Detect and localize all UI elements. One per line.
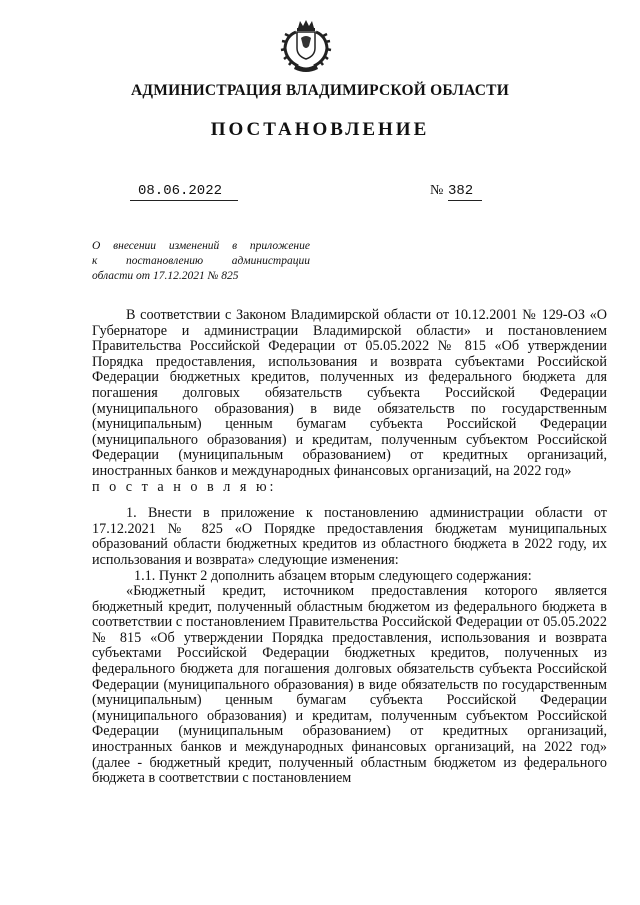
item-1-paragraph: 1. Внести в приложение к постановлению администрации области от 17.12.2021 № 825 «О Порядке предоставления бюджетам муниципальных образований области бюджетных кредитов из областного бюджета в 2022 году, их использования и возврата» следующие изменения: — [92, 505, 607, 568]
document-number: 382 — [448, 183, 482, 201]
document-number-label: № — [430, 183, 444, 198]
subject-line-1: О внесении изменений в приложение — [92, 240, 310, 252]
coat-of-arms-icon — [276, 18, 336, 74]
quoted-paragraph: «Бюджетный кредит, источником предоставления которого является бюджетный кредит, полученный областным бюджетом из федерального бюджета в соответствии с постановлением Правительства Российской Федерации от 05.05.2022 № 815 «Об утверждении Порядка предоставления, использования и возврата субъектами Российской Федерации бюджетных кредитов, полученных из федерального бюджета для погашения долговых обязательств субъекта Российской Федерации (муниципального образования) в виде обязательств по государственным (муниципальным) ценным бумагам субъекта Российской Федерации (муниципального образования) и кредитам, полученным субъектом Российской Федерации (муниципальным образованием) от кредитных организаций, иностранных банков и международных финансовых организаций, на 2022 год» (далее - бюджетный кредит, полученный областным бюджетом из федерального бюджета в соответствии с постановлением — [92, 583, 607, 787]
subject-line-3: области от 17.12.2021 № 825 — [92, 270, 239, 282]
organization-title: АДМИНИСТРАЦИЯ ВЛАДИМИРСКОЙ ОБЛАСТИ — [131, 82, 509, 99]
preamble-paragraph: В соответствии с Законом Владимирской области от 10.12.2001 № 129-ОЗ «О Губернаторе и администрации Владимирской области» и постановлением Правительства Российской Федерации от 05.05.2022 № 815 «Об утверждении Порядка предоставления, использования и возврата субъектами Российской Федерации бюджетных кредитов, полученных из федерального бюджета для погашения долговых обязательств субъекта Российской Федерации (муниципального образования) в виде обязательств по государственным (муниципальным) ценным бумагам субъекта Российской Федерации (муниципального образования) и кредитам, полученным субъектом Российской Федерации (муниципальным образованием) от кредитных организаций, иностранных банков и международных финансовых организаций, на 2022 год» — [92, 307, 607, 479]
document-type-title: ПОСТАНОВЛЕНИЕ — [210, 119, 430, 140]
item-1-1-paragraph: 1.1. Пункт 2 дополнить абзацем вторым следующего содержания: — [134, 567, 532, 584]
subject-line-2: к постановлению администрации — [92, 255, 310, 267]
document-body — [92, 308, 607, 787]
resolve-word: п о с т а н о в л я ю: — [92, 478, 277, 495]
document-date: 08.06.2022 — [130, 183, 238, 201]
document-subject — [92, 239, 310, 284]
